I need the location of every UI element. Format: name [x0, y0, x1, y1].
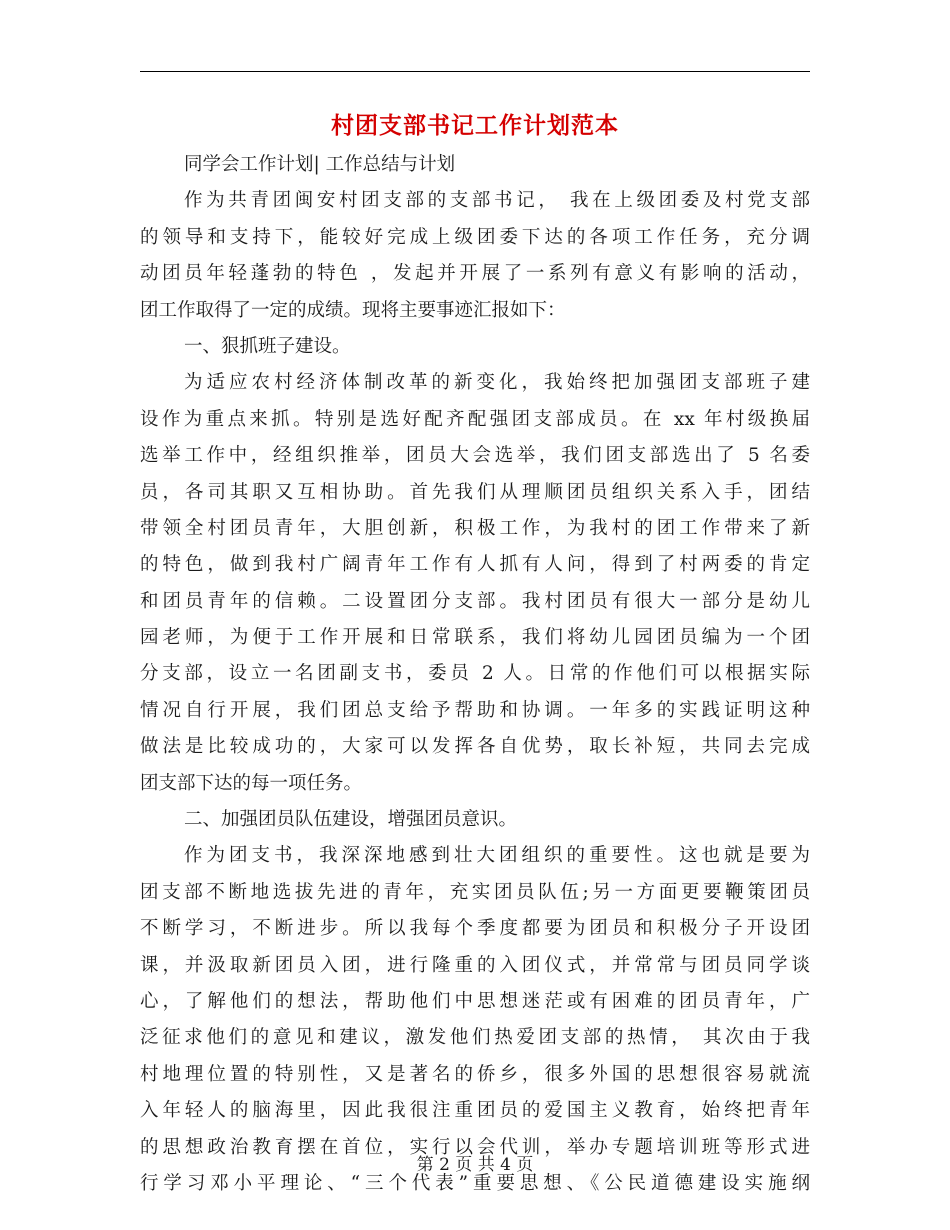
- body-line: 不断学习，不断进步。所以我每个季度都要为团员和积极分子开设团: [140, 918, 810, 940]
- section-heading: 二、加强团员队伍建设，增强团员意识。: [184, 809, 518, 831]
- body-line: 做法是比较成功的，大家可以发挥各自优势，取长补短，共同去完成: [140, 736, 810, 758]
- body-line: 选举工作中，经组织推举，团员大会选举，我们团支部选出了 5 名委: [140, 445, 810, 467]
- body-line: 作为团支书，我深深地感到壮大团组织的重要性。这也就是要为: [184, 845, 810, 867]
- section-heading: 一、狠抓班子建设。: [184, 335, 351, 357]
- body-line: 员，各司其职又互相协助。首先我们从理顺团员组织关系入手，团结: [140, 481, 810, 503]
- body-line: 村地理位置的特别性，又是著名的侨乡，很多外国的思想很容易就流: [140, 1063, 810, 1085]
- body-line: 的领导和支持下，能较好完成上级团委下达的各项工作任务，充分调: [140, 226, 810, 248]
- header-rule: [140, 71, 810, 72]
- body-line: 为适应农村经济体制改革的新变化，我始终把加强团支部班子建: [184, 372, 810, 394]
- body-line: 园老师，为便于工作开展和日常联系，我们将幼儿园团员编为一个团: [140, 627, 810, 649]
- body-line: 分支部，设立一名团副支书，委员 2 人。日常的作他们可以根据实际: [140, 663, 810, 685]
- body-line: 团支部下达的每一项任务。: [140, 772, 363, 794]
- body-line: 和团员青年的信赖。二设置团分支部。我村团员有很大一部分是幼儿: [140, 590, 810, 612]
- body-line: 入年轻人的脑海里，因此我很注重团员的爱国主义教育，始终把青年: [140, 1100, 810, 1122]
- body-line: 同学会工作计划| 工作总结与计划: [184, 154, 456, 175]
- body-line: 情况自行开展，我们团总支给予帮助和协调。一年多的实践证明这种: [140, 699, 810, 721]
- body-line: 的特色，做到我村广阔青年工作有人抓有人问，得到了村两委的肯定: [140, 554, 810, 576]
- body-line: 的思想政治教育摆在首位，实行以会代训，举办专题培训班等形式进: [140, 1136, 810, 1158]
- body-line: 课，并汲取新团员入团，进行隆重的入团仪式，并常常与团员同学谈: [140, 954, 810, 976]
- document-title: 村团支部书记工作计划范本: [331, 112, 619, 139]
- body-line: 泛征求他们的意见和建议，激发他们热爱团支部的热情， 其次由于我: [140, 1027, 810, 1049]
- body-line: 设作为重点来抓。特别是选好配齐配强团支部成员。在 xx 年村级换届: [140, 408, 810, 430]
- body-line: 团支部不断地选拔先进的青年，充实团员队伍;另一方面更要鞭策团员: [140, 881, 810, 903]
- body-line: 动团员年轻蓬勃的特色 ，发起并开展了一系列有意义有影响的活动，: [140, 263, 810, 285]
- document-body: [140, 147, 810, 1202]
- body-line: 行学习邓小平理论、“三个代表”重要思想、《公民道德建设实施纲: [140, 1172, 810, 1194]
- page-number-footer: 第 2 页 共 4 页: [416, 1155, 534, 1175]
- body-line: 作为共青团闽安村团支部的支部书记， 我在上级团委及村党支部: [184, 190, 810, 212]
- body-line: 心，了解他们的想法，帮助他们中思想迷茫或有困难的团员青年，广: [140, 990, 810, 1012]
- body-line: 带领全村团员青年，大胆创新，积极工作，为我村的团工作带来了新: [140, 517, 810, 539]
- body-line: 团工作取得了一定的成绩。现将主要事迹汇报如下：: [140, 299, 566, 321]
